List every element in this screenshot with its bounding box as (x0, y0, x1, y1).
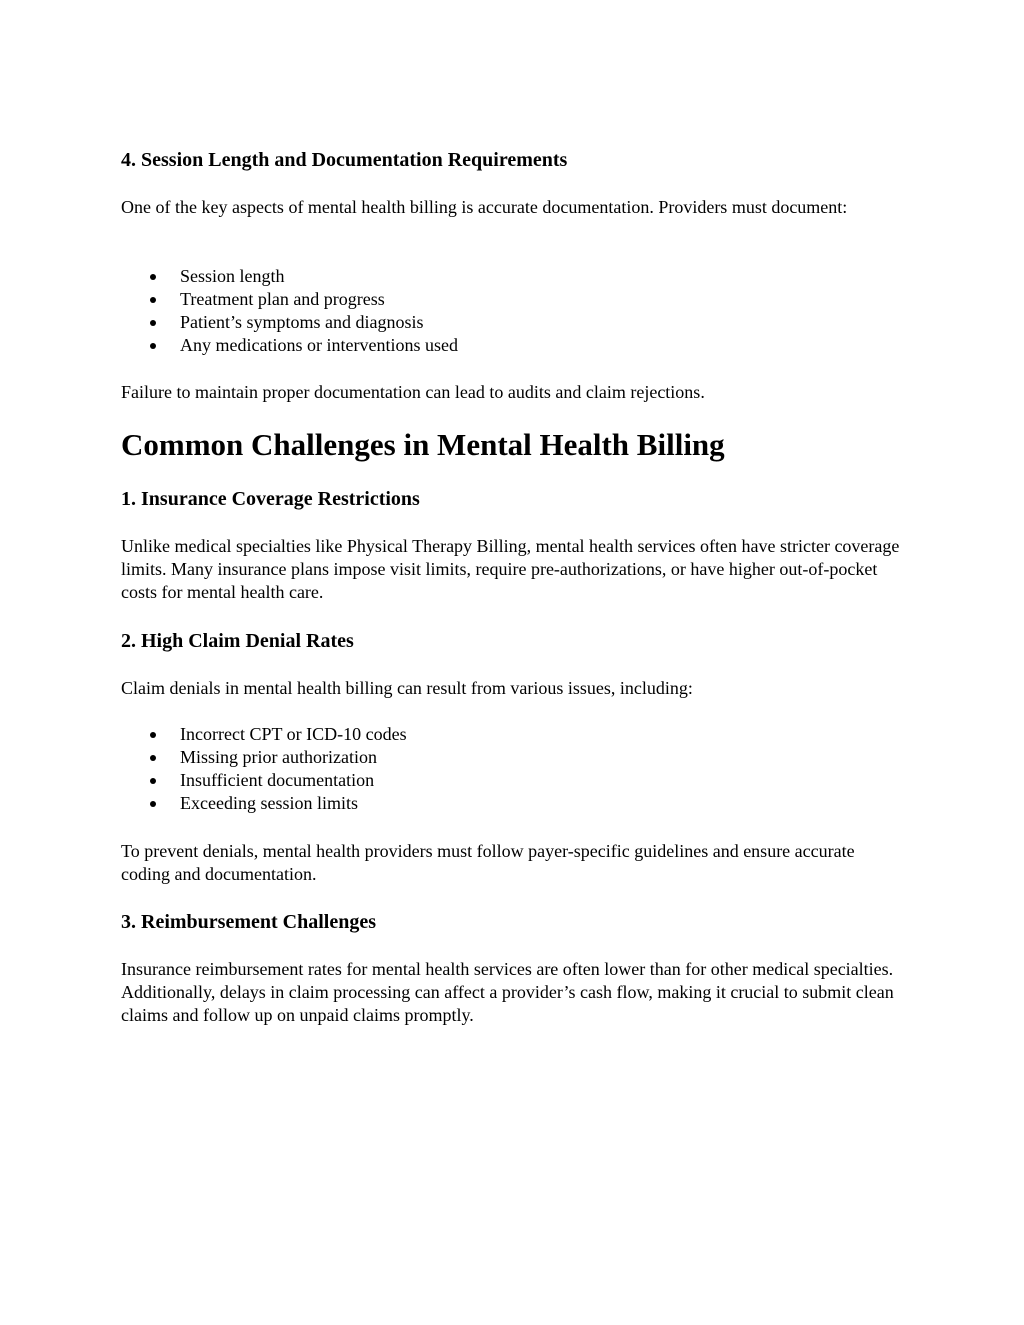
bullet-icon (150, 297, 156, 303)
challenge-2-heading: 2. High Claim Denial Rates (121, 630, 354, 652)
list-item: Exceeding session limits (121, 792, 407, 815)
list-item: Insufficient documentation (121, 769, 407, 792)
challenge-2-outro: To prevent denials, mental health providers must follow payer-specific guidelines and ensure accurate coding and documentation. (121, 841, 855, 884)
challenge-2-intro: Claim denials in mental health billing can result from various issues, including: (121, 678, 693, 698)
challenges-heading: Common Challenges in Mental Health Billing (121, 427, 725, 462)
challenge-1-heading: 1. Insurance Coverage Restrictions (121, 488, 420, 510)
challenge-3-body: Insurance reimbursement rates for mental health services are often lower than for other medical specialties. Additionally, delays in claim processing can affect a provider’s cash flow, making it crucial to submit clean claims and follow up on unpaid claims promptly. (121, 959, 894, 1025)
list-item: Any medications or interventions used (121, 334, 458, 357)
bullet-icon (150, 274, 156, 280)
list-item: Treatment plan and progress (121, 288, 458, 311)
list-item: Incorrect CPT or ICD-10 codes (121, 723, 407, 746)
challenge-3-heading: 3. Reimbursement Challenges (121, 911, 376, 933)
bullet-icon (150, 778, 156, 784)
list-item: Missing prior authorization (121, 746, 407, 769)
section-4-intro: One of the key aspects of mental health billing is accurate documentation. Providers must document: (121, 197, 848, 217)
bullet-icon (150, 732, 156, 738)
bullet-icon (150, 343, 156, 349)
bullet-icon (150, 320, 156, 326)
section-4-heading: 4. Session Length and Documentation Requirements (121, 149, 568, 171)
list-item: Session length (121, 265, 458, 288)
bullet-icon (150, 755, 156, 761)
challenge-1-body: Unlike medical specialties like Physical Therapy Billing, mental health services often have stricter coverage limits. Many insurance plans impose visit limits, require pre-authorizations, or have higher out-of-pocket costs for mental health care. (121, 536, 900, 602)
section-4-outro: Failure to maintain proper documentation can lead to audits and claim rejections. (121, 382, 705, 402)
documentation-list (121, 265, 458, 357)
denial-causes-list (121, 723, 407, 815)
bullet-icon (150, 801, 156, 807)
list-item: Patient’s symptoms and diagnosis (121, 311, 458, 334)
